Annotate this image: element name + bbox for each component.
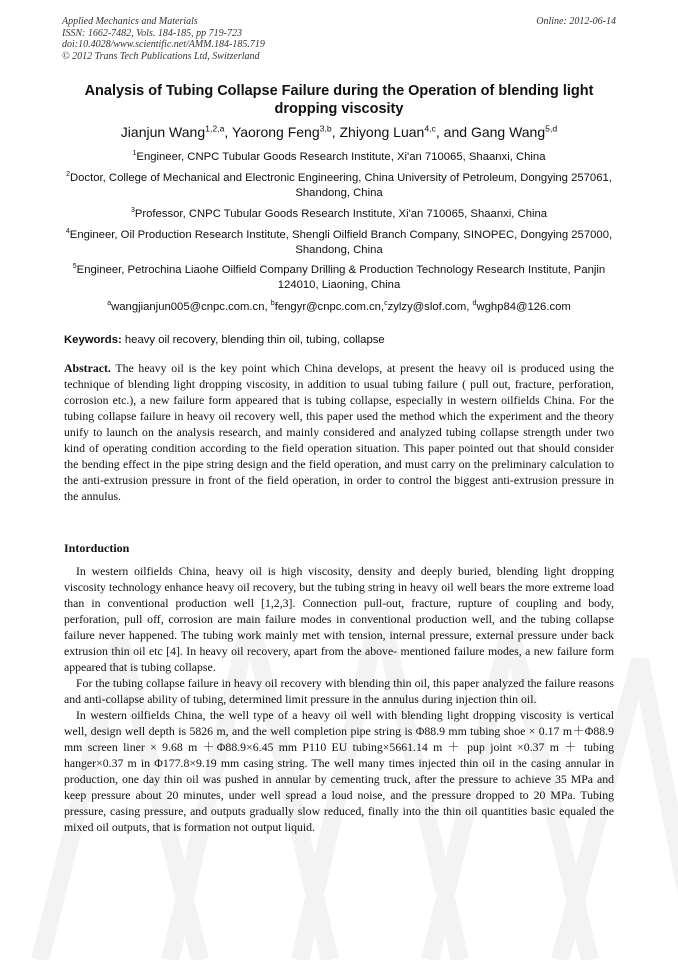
affiliation [56, 171, 622, 201]
email-sup: a [107, 300, 112, 308]
introduction-body [64, 563, 614, 835]
section-heading: Intorduction [64, 541, 130, 555]
paragraph: For the tubing collapse failure in heavy oil recovery with blending thin oil, this paper analyzed the failure reasons and anti-collapse ability of tubing, determined limit pressure in the annulus during injection thin oil. [64, 676, 614, 706]
keywords-text: heavy oil recovery, blending thin oil, tubing, collapse [121, 334, 385, 346]
author-sup: 3,b [319, 123, 332, 134]
email-link[interactable]: fengyr@cnpc.com.cn, [274, 301, 385, 313]
author-sup: 4,c [424, 123, 436, 134]
author-sup: 5,d [545, 123, 558, 134]
abstract-text: The heavy oil is the key point which China develops, at present the heavy oil is produced using the technique of blending light dropping viscosity, in addition to usual tubing failure ( pull out, fracture, perforation, corrosion etc.), a new failure form appeared that is tubing collapse, especially in western oilfields China. For the tubing collapse failure in heavy oil recovery well, this paper used the method which the experiment and the theory unify to launch on the analysis research, and mainly considered and analyzed tubing collapse strength under two kind of operating condition according to the field operation situation. This paper pointed out that should consider the bending effect in the pipe string design and the field operation, and must carry on the preliminary calculation to the anti-extrusion pressure in front of the field operation, in order to control the biggest anti-extrusion pressure in the annulus. [64, 361, 614, 503]
paragraph: In western oilfields China, heavy oil is high viscosity, density and deeply buried, blending light dropping viscosity technology enhance heavy oil recovery, but the tubing string in heavy oil well bears the more extreme load than in conventional production well [1,2,3]. Connection pull-out, fracture, rupture of coupling and body, perforation, pull off, corrosion are main failure modes in conventional production well, and the tubing collapse failure never happened. The tubing work mainly met with tension, internal pressure, external pressure under back extrusion thin oil etc [4]. In heavy oil recovery, apart from the above- mentioned failure modes, a new failure form appeared that is tubing collapse. [64, 564, 614, 674]
paper-title: Analysis of Tubing Collapse Failure during the Operation of blending light dropping viscosity [84, 83, 594, 117]
affiliation-text: Doctor, College of Mechanical and Electronic Engineering, China University of Petroleum, Dongying 257061, Shandong, China [69, 172, 612, 199]
issn-line: ISSN: 1662-7482, Vols. 184-185, pp 719-723 [62, 27, 242, 39]
affiliation [56, 207, 622, 222]
author-sep: , [331, 124, 340, 140]
affiliation-text: Engineer, Oil Production Research Institute, Shengli Oilfield Branch Company, SINOPEC, Dongying 257000, Shandong, China [69, 229, 613, 256]
doi-line: doi:10.4028/www.scientific.net/AMM.184-185.719 [62, 39, 265, 50]
affiliation [56, 228, 622, 258]
affiliation-num: 3 [130, 207, 135, 215]
affiliation-num: 5 [72, 263, 77, 271]
paragraph: In western oilfields China, the well type of a heavy oil well with blending light dropping viscosity is vertical well, design well depth is 5826 m, and the well completion pipe string is Φ88.9 mm tubing shoe × 0.17 m＋Φ88.9 mm screen liner × 9.68 m ＋Φ88.9×6.45 mm P110 EU tubing×5661.14 m ＋ pup joint ×0.37 m ＋ tubing hanger×0.37 m in Φ177.8×9.19 mm casing string. The well many times injected thin oil in the casing annular in production, one day thin oil was pushed in annular by cementing truck, after the pressure to achieve 35 MPa and keep pressure about 20 minutes, under well spread a loud noise, and the pressure dropped to 20 MPa. Tubing pressure, casing pressure, and outputs gradually slow reduced, finally into the thin oil quantities basic equaled the mixed oil outputs, that is formation not output liquid. [64, 708, 614, 834]
author-list [40, 123, 638, 141]
journal-name: Applied Mechanics and Materials [62, 16, 198, 27]
affiliation-text: Professor, CNPC Tubular Goods Research Institute, Xi'an 710065, Shaanxi, China [134, 208, 548, 220]
author-sup: 1,2,a [205, 123, 225, 134]
journal-header [62, 16, 265, 62]
email-sup: d [472, 300, 477, 308]
abstract [64, 360, 614, 504]
email-list [40, 300, 638, 314]
affiliation [56, 263, 622, 293]
author-sep: , [224, 124, 232, 140]
keywords-label: Keywords: [64, 334, 122, 346]
online-date: Online: 2012-06-14 [536, 16, 616, 27]
email-link[interactable]: wghp84@126.com [476, 301, 571, 313]
email-sup: c [384, 300, 388, 308]
affiliation-num: 2 [66, 171, 70, 179]
email-link[interactable]: zylzy@slof.com, [387, 301, 473, 313]
author-sep: , and [435, 124, 471, 140]
affiliation-num: 1 [132, 150, 137, 158]
affiliation-text: Engineer, Petrochina Liaohe Oilfield Company Drilling & Production Technology Research Institute, Panjin 124010, Liaoning, China [76, 264, 606, 291]
author-name: Zhiyong Luan [339, 124, 425, 140]
affiliation [56, 150, 622, 165]
author-name: Jianjun Wang [120, 124, 206, 140]
keywords [64, 333, 616, 347]
author-name: Gang Wang [470, 124, 546, 140]
email-link[interactable]: wangjianjun005@cnpc.com.cn, [111, 301, 271, 313]
abstract-label: Abstract. [64, 361, 111, 375]
copyright-line: © 2012 Trans Tech Publications Ltd, Switzerland [62, 50, 260, 62]
affiliation-text: Engineer, CNPC Tubular Goods Research Institute, Xi'an 710065, Shaanxi, China [136, 151, 546, 163]
affiliation-num: 4 [65, 228, 70, 236]
email-sup: b [270, 300, 275, 308]
author-name: Yaorong Feng [231, 124, 320, 140]
